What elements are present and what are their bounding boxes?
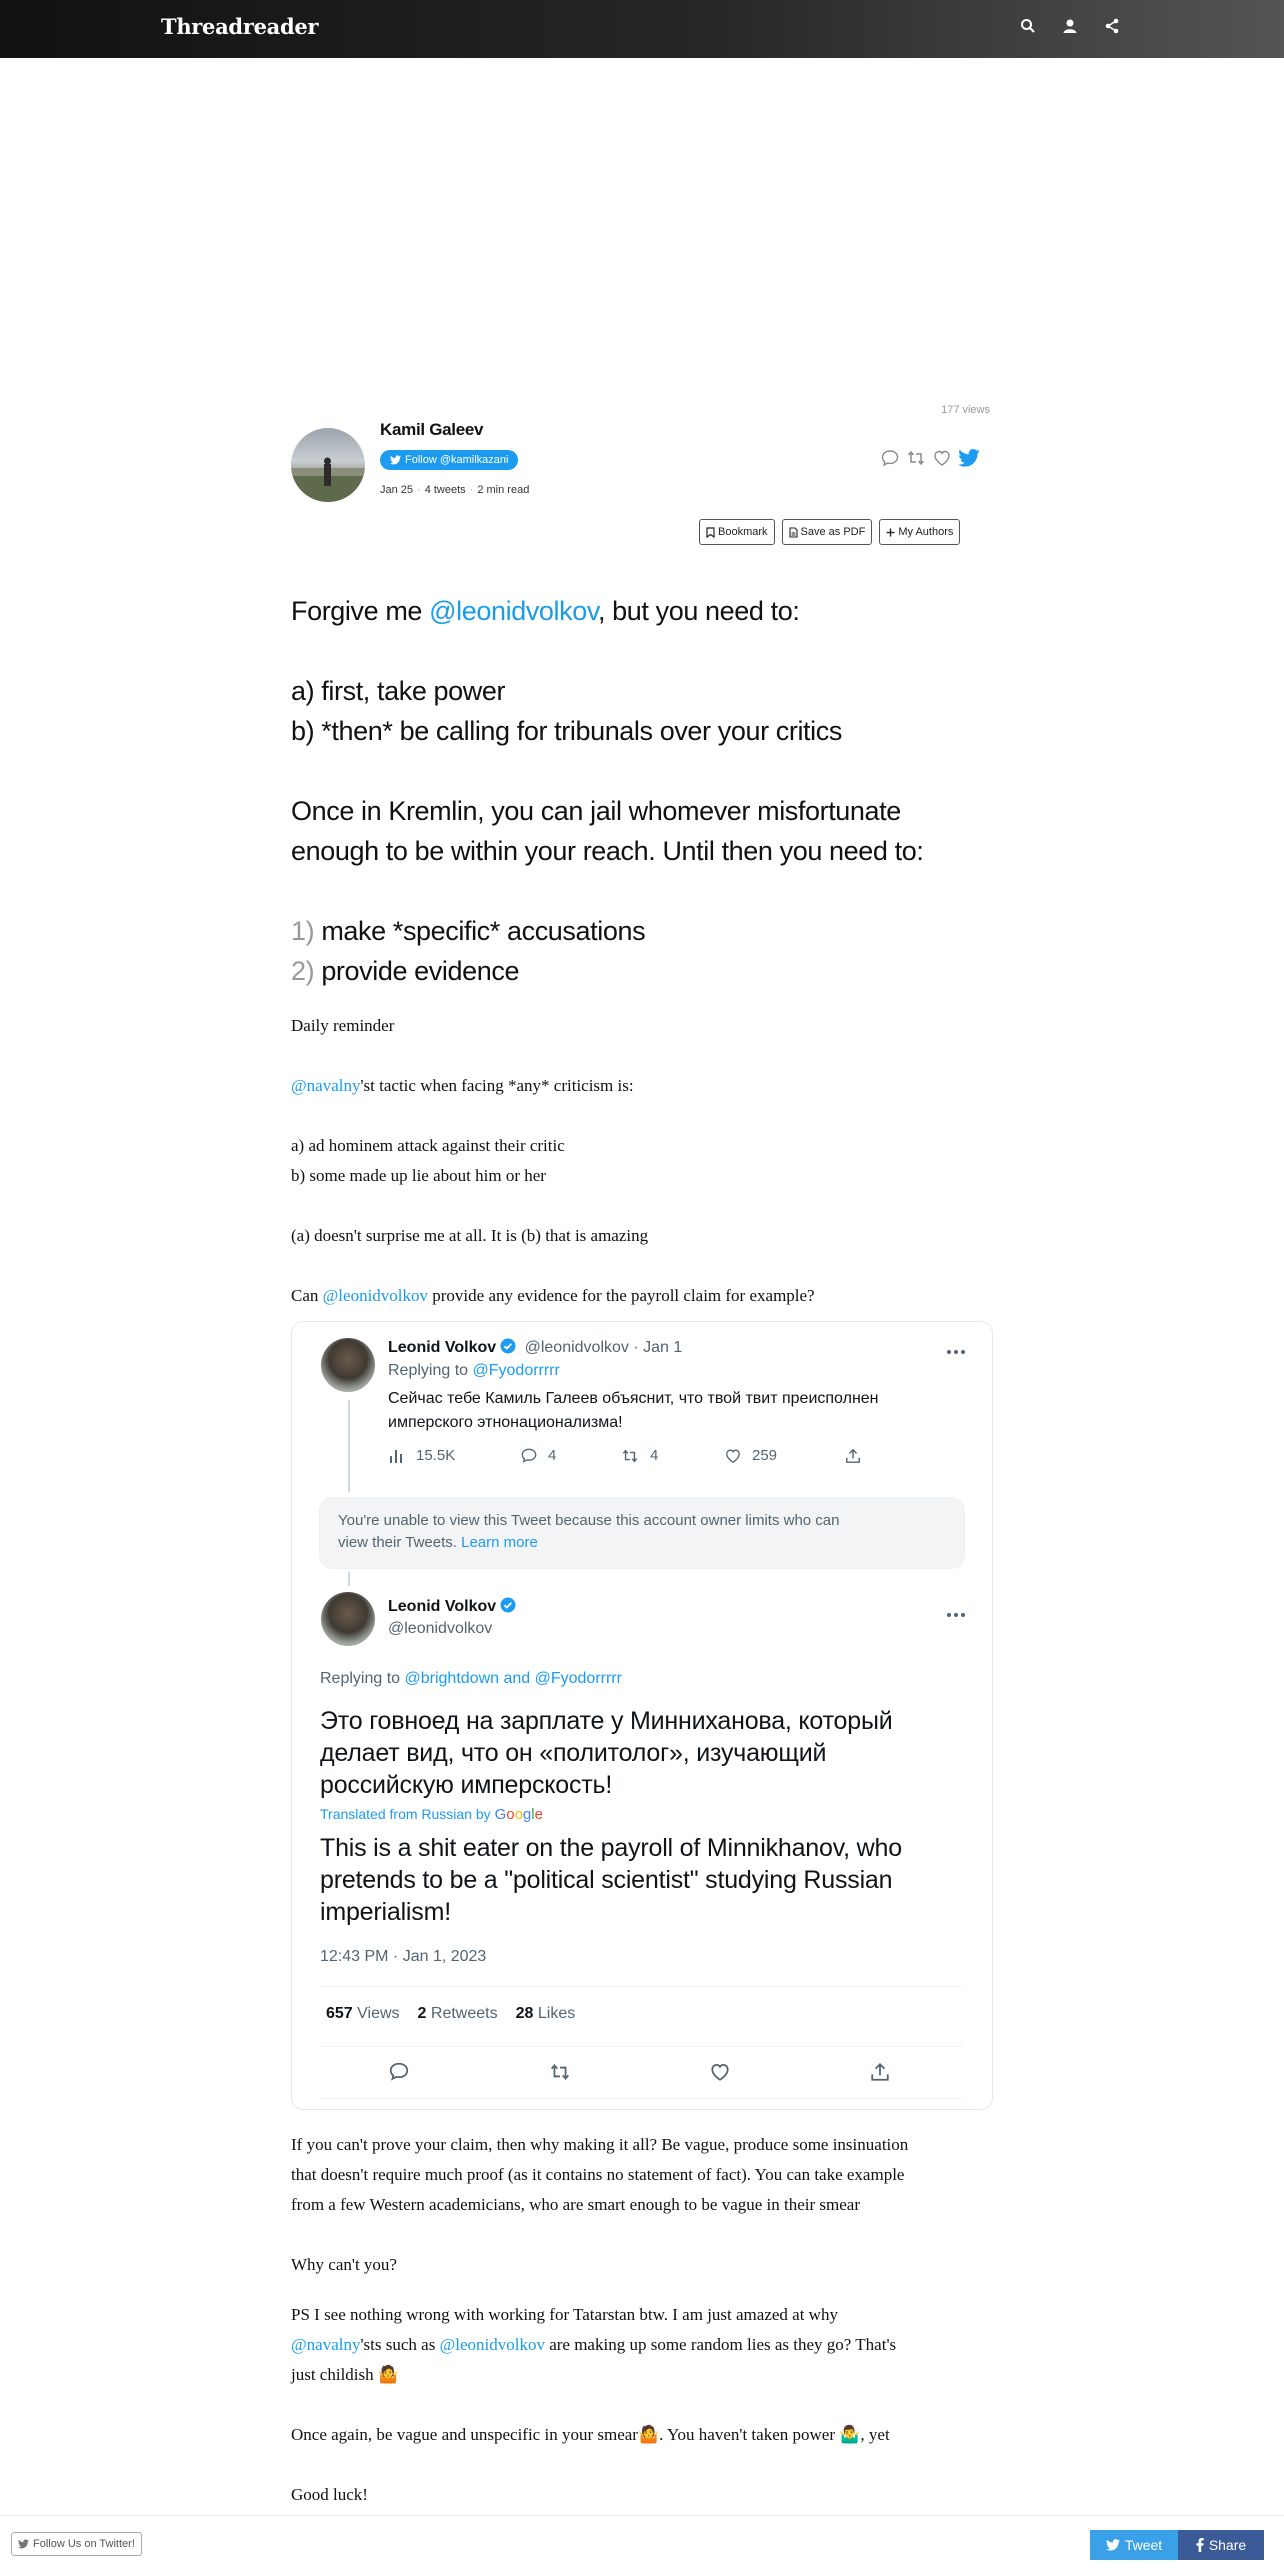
reply-1-author-name[interactable]: Leonid Volkov	[388, 1339, 497, 1356]
thread-connector	[348, 1572, 350, 1586]
list-number: 1)	[291, 916, 315, 946]
tweet-1-item-a: a) first, take power	[291, 676, 506, 706]
upload-icon	[869, 2062, 891, 2082]
tweet-4-text: 'sts such as	[360, 2335, 440, 2354]
tweet-share-button[interactable]	[1090, 2530, 1178, 2560]
tweet-2-question	[291, 1281, 991, 1311]
likes-stat[interactable]	[516, 2005, 576, 2023]
thread-action-buttons	[699, 519, 960, 545]
likes-label: Likes	[537, 2005, 576, 2022]
views-number: 657	[326, 2005, 353, 2022]
verified-badge-icon	[500, 1338, 516, 1354]
question-text: Can	[291, 1286, 323, 1305]
divider	[319, 2098, 963, 2099]
views-label: Views	[357, 2005, 400, 2022]
tweet-2-comment: (a) doesn't surprise me at all. It is (b) that is amazing	[291, 1226, 649, 1245]
facebook-icon	[1196, 2538, 1204, 2552]
reply-1-text-line: Сейчас тебе Камиль Галеев объяснит, что твой твит преисполнен	[388, 1390, 879, 1407]
save-pdf-button[interactable]	[782, 519, 873, 545]
notice-text: You're unable to view this Tweet because this account owner limits who can	[338, 1512, 840, 1529]
tweet-2-daily: Daily reminder	[291, 1016, 395, 1035]
twitter-bird-icon	[1106, 2539, 1120, 2551]
tactic-text: 'st tactic when facing *any* criticism is:	[360, 1076, 634, 1095]
tweet-3-why: Why can't you?	[291, 2255, 397, 2274]
reply-icon[interactable]	[880, 448, 900, 473]
search-icon[interactable]	[1020, 18, 1040, 38]
twitter-icon[interactable]	[958, 449, 980, 472]
tweet-count: 4 tweets	[424, 484, 466, 496]
list-text: provide evidence	[314, 956, 520, 986]
retweets-stat[interactable]	[418, 2005, 498, 2023]
reply-1-text-line: имперского этнонационализма!	[388, 1414, 623, 1431]
site-logo[interactable]	[161, 14, 318, 39]
volkov-main-avatar[interactable]	[321, 1592, 375, 1646]
main-tweet-timestamp[interactable]: 12:43 PM · Jan 1, 2023	[320, 1948, 487, 1965]
tweet-1-item-b: b) *then* be calling for tribunals over your critics	[291, 716, 842, 746]
replying-to-handle[interactable]: @Fyodorrrrr	[472, 1362, 560, 1379]
views-stat[interactable]	[326, 2005, 400, 2023]
tweet-4-line: just childish 🤷	[291, 2365, 400, 2384]
embedded-tweet-card[interactable]	[291, 1321, 993, 2110]
share-icon[interactable]	[1104, 18, 1124, 38]
tweet-1-line-1	[291, 591, 991, 631]
original-text-line: Это говноед на зарплате у Минниханова, который	[320, 1707, 893, 1735]
tweet-2-item-a: a) ad hominem attack against their critic	[291, 1136, 565, 1155]
replying-to-label: Replying to	[388, 1362, 473, 1379]
top-navbar	[0, 0, 1284, 58]
likes-count: 259	[752, 1447, 778, 1464]
mention-navalny[interactable]: @navalny	[291, 2335, 361, 2354]
reply-1-header	[388, 1338, 682, 1357]
main-tweet-translated-text	[320, 1832, 902, 1928]
twitter-bird-icon	[390, 455, 401, 465]
file-pdf-icon	[789, 527, 798, 538]
tweet-4-luck: Good luck!	[291, 2485, 368, 2504]
follow-button[interactable]	[380, 450, 518, 470]
author-name[interactable]: Kamil Galeev	[380, 420, 484, 439]
tweet-4-text: are making up some random lies as they go? That's	[544, 2335, 897, 2354]
reply-1-handle-date: @leonidvolkov · Jan 1	[524, 1339, 683, 1356]
views-count: 15.5K	[416, 1447, 456, 1464]
share-stat[interactable]	[844, 1447, 862, 1464]
reply-1-text	[388, 1387, 879, 1435]
translated-text-line: imperialism!	[320, 1898, 451, 1926]
tweet-3-line: that doesn't require much proof (as it contains no statement of fact). You can take example	[291, 2165, 905, 2184]
replying-to-handles[interactable]: @brightdown and @Fyodorrrrr	[404, 1670, 622, 1687]
tweet-1-list-item-2	[291, 951, 991, 991]
lead-text: , but you need to:	[597, 596, 800, 626]
logo-text-thread: Thread	[161, 14, 243, 39]
read-time: 2 min read	[477, 484, 530, 496]
main-author-handle: @leonidvolkov	[388, 1620, 493, 1637]
user-icon[interactable]	[1062, 18, 1082, 38]
retweet-icon	[620, 1448, 640, 1464]
likes-stat[interactable]	[724, 1447, 844, 1464]
mention-leonidvolkov[interactable]: @leonidvolkov	[439, 2335, 545, 2354]
tweet-3-line: If you can't prove your claim, then why making it all? Be vague, produce some insinuation	[291, 2135, 909, 2154]
replies-count: 4	[548, 1447, 557, 1464]
reply-1-stats	[388, 1447, 862, 1464]
retweet-button[interactable]	[548, 2062, 572, 2087]
follow-button-label: Follow @kamilkazani	[405, 454, 509, 466]
list-number: 2)	[291, 956, 315, 986]
retweet-icon[interactable]	[906, 448, 926, 473]
original-text-line: российскую имперскость!	[320, 1771, 613, 1799]
views-icon	[388, 1448, 406, 1464]
divider	[319, 2046, 963, 2047]
learn-more-link[interactable]: Learn more	[461, 1534, 538, 1551]
tweet-3-line: from a few Western academicians, who are smart enough to be vague in their smear	[291, 2195, 861, 2214]
logo-text-reader: reader	[242, 14, 319, 39]
my-authors-button[interactable]	[879, 519, 960, 545]
bookmark-icon	[706, 527, 715, 538]
tweet-4-line	[291, 2330, 991, 2360]
reply-icon	[520, 1448, 538, 1464]
translation-attribution	[320, 1806, 543, 1823]
verified-badge-icon	[500, 1597, 516, 1613]
views-stat[interactable]	[388, 1447, 520, 1464]
retweets-label: Retweets	[430, 2005, 498, 2022]
original-text-line: делает вид, что он «политолог», изучающий	[320, 1739, 827, 1767]
translated-text-line: This is a shit eater on the payroll of Minnikhanov, who	[320, 1834, 902, 1862]
view-count: 177 views	[941, 404, 990, 416]
upload-icon	[844, 1448, 862, 1464]
lead-text: Forgive me	[291, 596, 430, 626]
heart-icon	[724, 1448, 742, 1464]
thread-connector	[348, 1400, 350, 1492]
thread-meta: Jan 25 · 4 tweets · 2 min read	[380, 484, 530, 496]
tweet-1-paragraph-2-line-2: enough to be within your reach. Until then you need to:	[291, 836, 924, 866]
follow-us-label: Follow Us on Twitter!	[33, 2538, 135, 2550]
my-authors-label: My Authors	[898, 526, 954, 538]
main-tweet-stats	[326, 2005, 575, 2023]
retweet-icon	[548, 2062, 572, 2082]
tweet-2-item-b: b) some made up lie about him or her	[291, 1166, 546, 1185]
thread-date: Jan 25	[380, 484, 414, 496]
replies-stat[interactable]	[520, 1447, 620, 1464]
more-options-icon[interactable]	[946, 1342, 966, 1360]
translated-label[interactable]: Translated from Russian by	[320, 1806, 491, 1822]
list-text: make *specific* accusations	[314, 916, 646, 946]
retweets-count: 4	[650, 1447, 659, 1464]
main-author-name[interactable]: Leonid Volkov	[388, 1598, 497, 1615]
plus-icon	[886, 528, 895, 537]
more-options-icon[interactable]	[946, 1605, 966, 1623]
reply-icon	[388, 2062, 410, 2082]
likes-number: 28	[515, 2005, 534, 2022]
bookmark-button[interactable]	[699, 519, 775, 545]
heart-icon	[709, 2062, 731, 2082]
share-label: Share	[1208, 2537, 1247, 2553]
author-avatar[interactable]	[291, 428, 365, 502]
save-pdf-label: Save as PDF	[800, 526, 866, 538]
restricted-tweet-notice	[319, 1497, 965, 1569]
volkov-avatar[interactable]	[321, 1338, 375, 1392]
mention-leonidvolkov[interactable]: @leonidvolkov	[322, 1286, 429, 1305]
like-icon[interactable]	[932, 448, 952, 473]
google-logo: Google	[494, 1806, 543, 1823]
mention-leonidvolkov[interactable]: @leonidvolkov	[429, 596, 598, 626]
replying-to-label: Replying to	[320, 1670, 405, 1687]
translated-text-line: pretends to be a "political scientist" studying Russian	[320, 1866, 893, 1894]
question-text: provide any evidence for the payroll claim for example?	[428, 1286, 815, 1305]
retweets-number: 2	[417, 2005, 427, 2022]
tweet-1-paragraph-2-line-1: Once in Kremlin, you can jail whomever misfortunate	[291, 796, 901, 826]
main-replying-to	[320, 1670, 622, 1688]
notice-text: view their Tweets.	[338, 1534, 457, 1551]
twitter-bird-icon	[18, 2539, 29, 2549]
main-tweet-author	[388, 1597, 516, 1638]
follow-us-button[interactable]	[11, 2532, 142, 2556]
tweet-4-again: Once again, be vague and unspecific in your smear🤷. You haven't taken power 🤷‍♂️, yet	[291, 2425, 890, 2444]
nav-icons	[1020, 18, 1124, 38]
retweets-stat[interactable]	[620, 1447, 724, 1464]
tweet-4-line: PS I see nothing wrong with working for Tatarstan btw. I am just amazed at why	[291, 2305, 838, 2324]
bookmark-label: Bookmark	[718, 526, 768, 538]
share-tweet-button[interactable]	[869, 2062, 891, 2087]
reply-1-replying-to	[388, 1362, 560, 1380]
like-button[interactable]	[709, 2062, 731, 2087]
tweet-1-list-item-1	[291, 911, 991, 951]
tweet-actions	[880, 448, 980, 473]
reply-button[interactable]	[388, 2062, 410, 2087]
facebook-share-button[interactable]	[1178, 2530, 1264, 2560]
divider	[319, 1986, 963, 1987]
tweet-2-tactic	[291, 1071, 991, 1101]
tweet-label: Tweet	[1124, 2537, 1163, 2553]
main-tweet-original-text	[320, 1705, 893, 1801]
mention-navalny[interactable]: @navalny	[291, 1076, 361, 1095]
